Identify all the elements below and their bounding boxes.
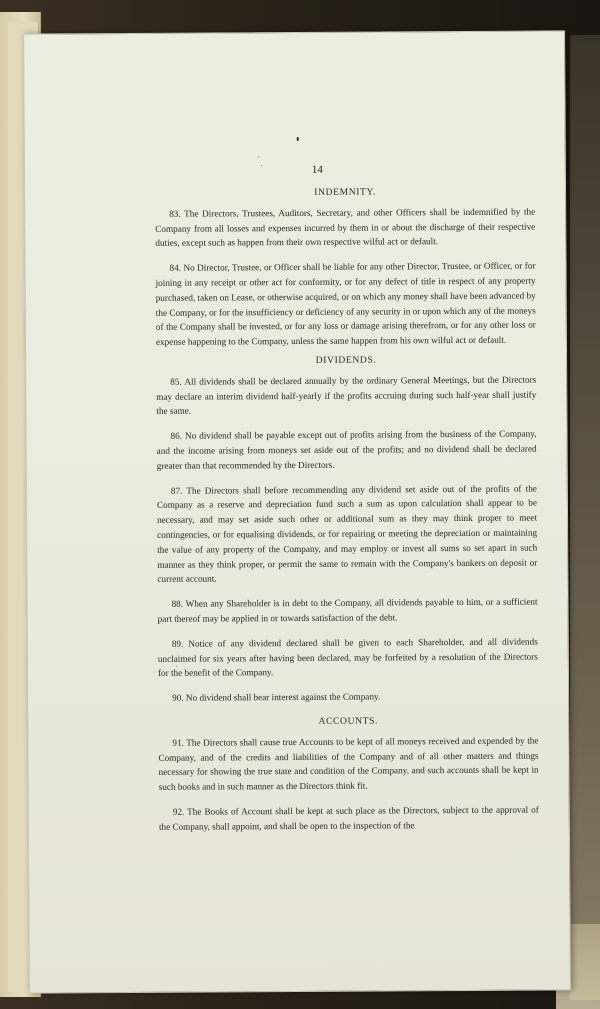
clause-88: 88. When any Shareholder is in debt to the Company, all dividends payable to him, or a sufficient part thereof may be applied in or towards satisfaction of the debt. — [157, 596, 538, 624]
section-heading-accounts: ACCOUNTS. — [318, 715, 379, 727]
ink-speck — [258, 156, 259, 157]
right-page-edge — [570, 35, 600, 1000]
clause-92: 92. The Books of Account shall be kept at such place as the Directors, subject to the approval of the Company, shall appoint, and shall be open to the inspection of the — [158, 804, 539, 832]
clause-83: 83. The Directors, Trustees, Auditors, Secretary, and other Officers shall be indemnified by the Company from all losses and expenses incurred by them in or about the discharge of their respective duties, except such as happen from their own respective wilful act or default. — [155, 206, 536, 249]
clause-85: 85. All dividends shall be declared annually by the ordinary General Meetings, but the Directors may declare an interim dividend half-yearly if the profits accruing during such half-year shall justify the same. — [156, 374, 537, 417]
ink-mark — [297, 137, 299, 141]
clause-84: 84. No Director, Trustee, or Officer shall be liable for any other Director, Trustee, or Officer, or for joining in any receipt or other act for conformity, or for any defect of title in respect of any property purchased, taken on Lease, or otherwise acquired, or on which any money shall have been advanced by the Company, or for the insufficiency or deficiency of any security in or upon which any of the moneys of the Company shall be invested, or for any loss or damage arising therefrom, or for any other loss or expense happening to the Company, unless the same happen from his own wilful act or default. — [155, 260, 536, 348]
clause-86: 86. No dividend shall be payable except out of profits arising from the business of the Company, and the income arising from moneys set aside out of the profits; and no dividend shall be declared greater than that recommended by the Directors. — [156, 428, 537, 471]
body-text — [155, 185, 539, 835]
clause-89: 89. Notice of any dividend declared shall be given to each Shareholder, and all dividends unclaimed for six years after having been declared, may be forfeited by a resolution of the Directors for the benefit of the Company. — [157, 636, 538, 679]
ink-speck — [261, 165, 262, 166]
page-number: 14 — [311, 163, 323, 176]
document-page — [23, 30, 571, 993]
clause-90: 90. No dividend shall bear interest against the Company. — [172, 691, 381, 703]
section-heading-indemnity: INDEMNITY. — [314, 186, 376, 198]
clause-91: 91. The Directors shall cause true Accounts to be kept of all moneys received and expended by the Company, and of the credits and liabilities of the Company and of all other matters and things necessary for showing the true state and condition of the Company, and such accounts shall be kept in such books and in such manner as the Directors think fit. — [158, 735, 539, 792]
clause-87: 87. The Directors shall before recommending any dividend set aside out of the profits of the Company as a reserve and depreciation fund such a sum as upon calculation shall appear to be necessary, and may set aside such other or additional sum as they may think proper to meet contingencies, or for equalising dividends, or for repairing or meeting the depreciation or maintaining the value of any property of the Company, and may employ or invest all sums so set apart in such manner as they think proper, or permit the same to remain with the Company's bankers on deposit or current account. — [156, 483, 538, 585]
section-heading-dividends: DIVIDENDS. — [315, 354, 377, 366]
